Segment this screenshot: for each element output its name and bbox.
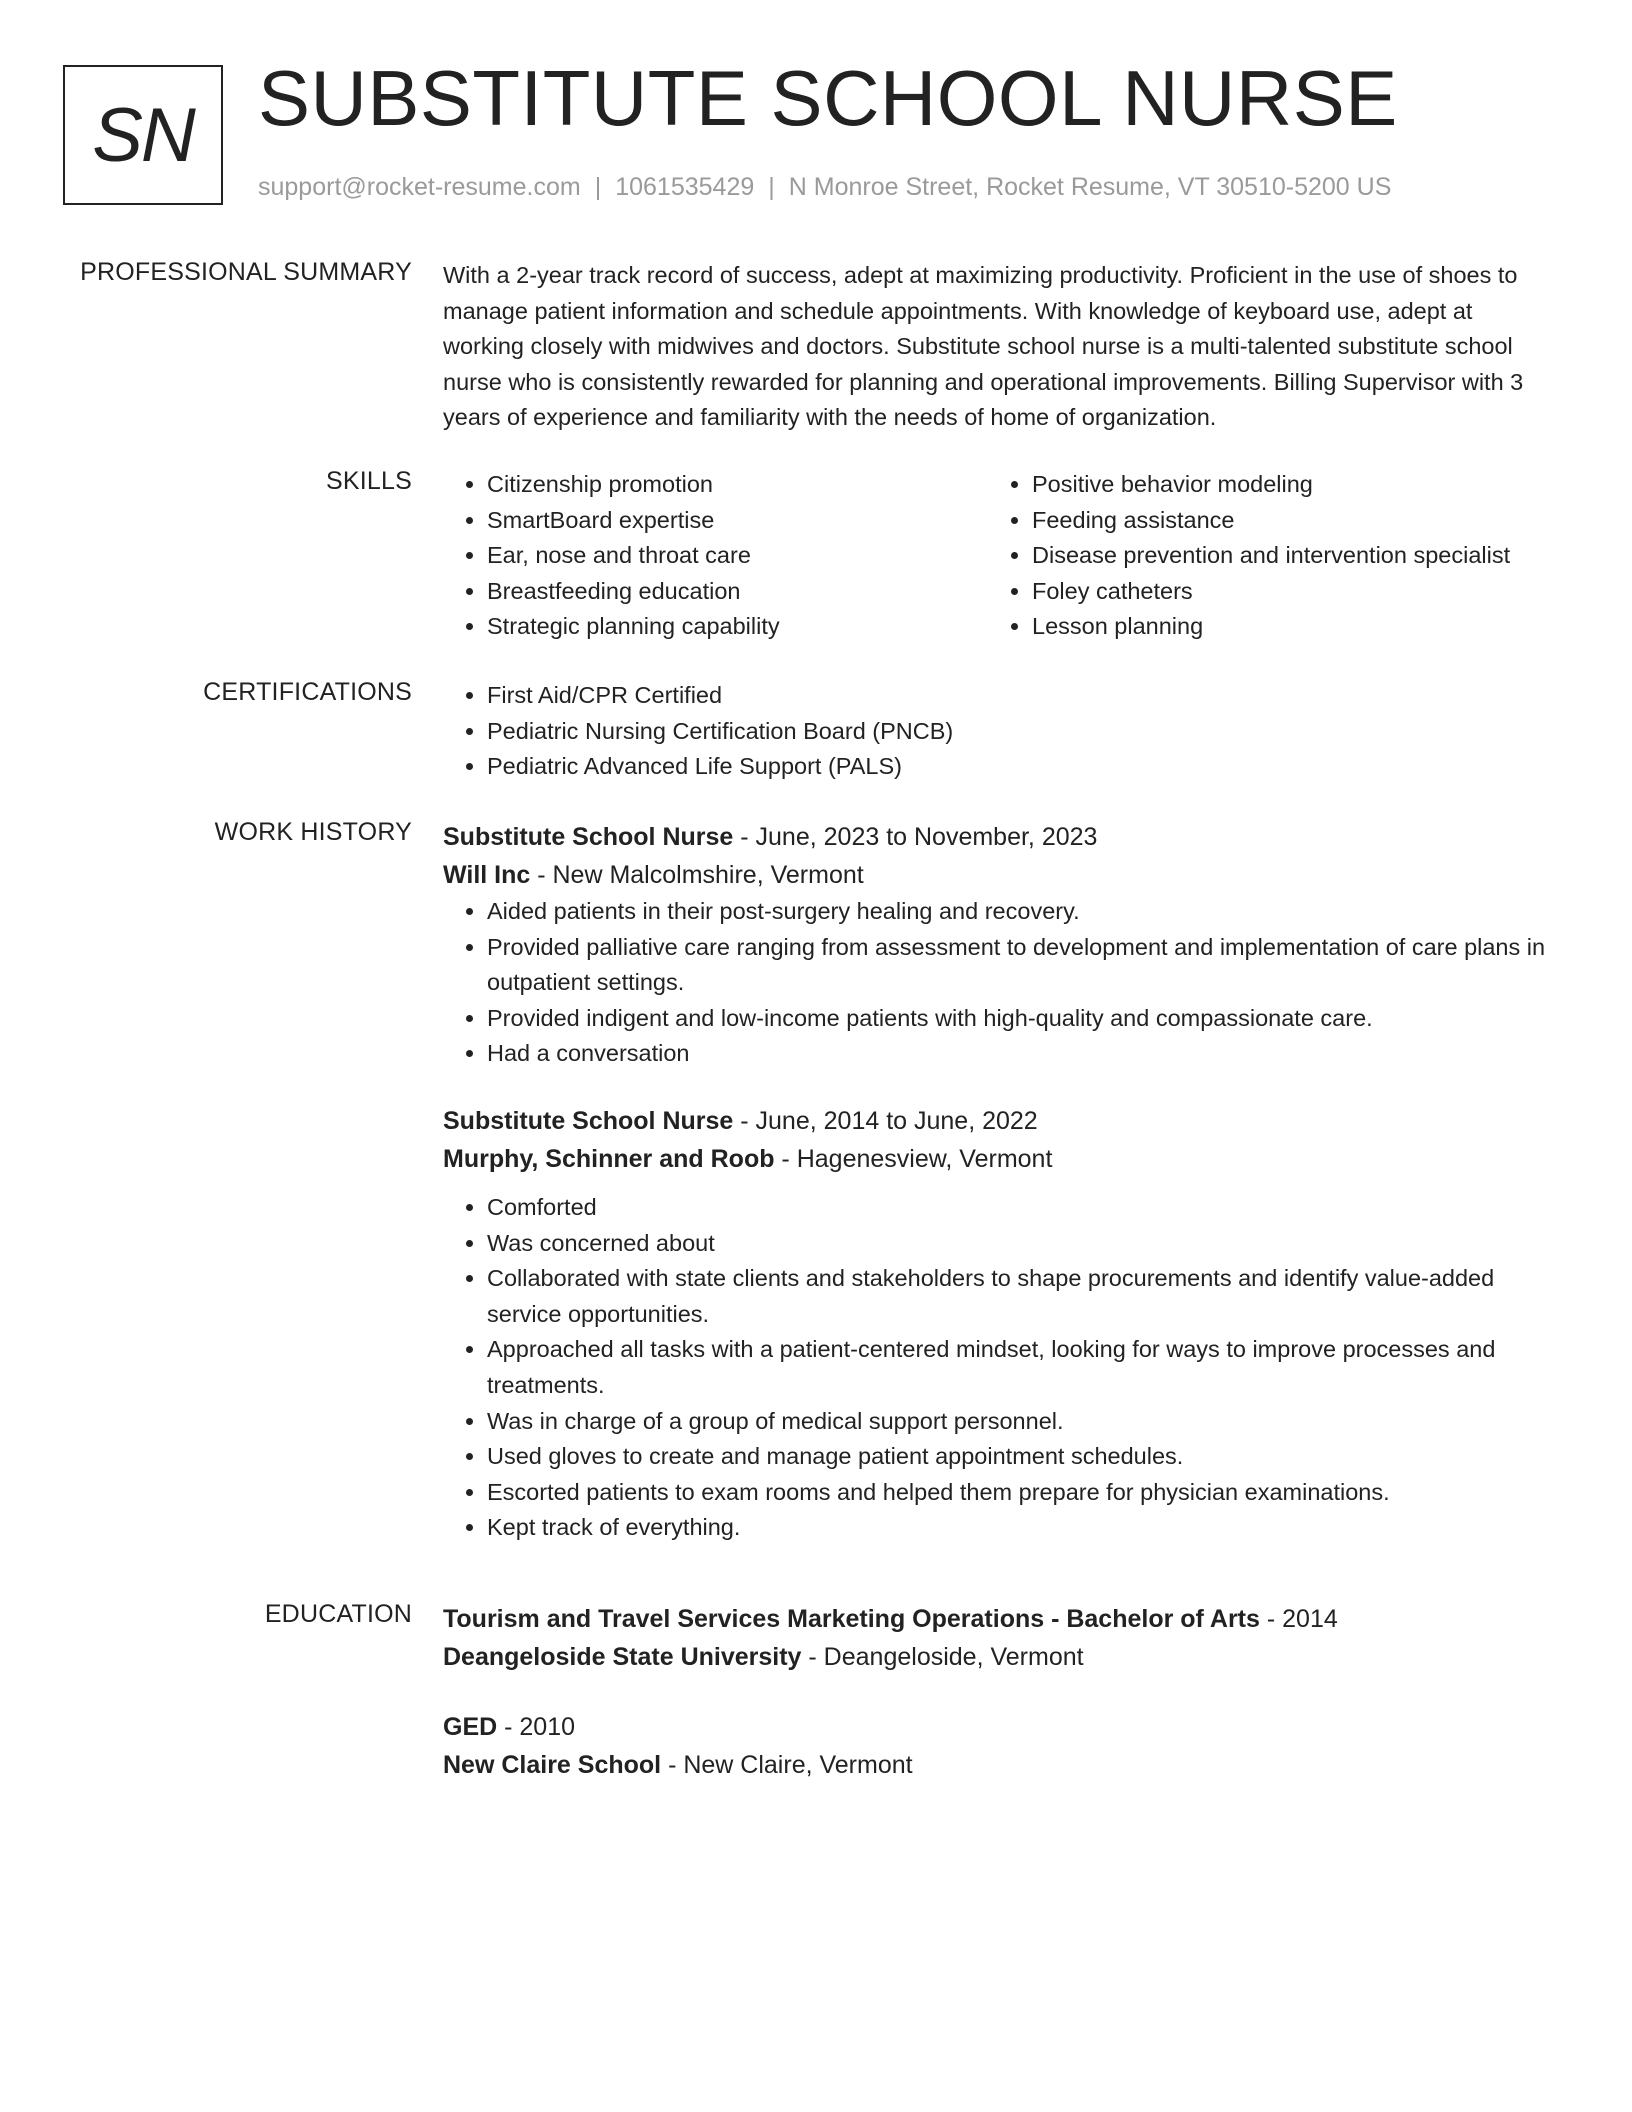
job-bullet: • Escorted patients to exam rooms and helped them prepare for physician examinations. — [487, 1475, 1553, 1511]
job-location: - Hagenesview, Vermont — [774, 1144, 1053, 1173]
job-title-line — [443, 1102, 1553, 1140]
section-label-work-history: WORK HISTORY — [214, 818, 412, 846]
job-title: Substitute School Nurse — [443, 1106, 734, 1135]
job-bullet: • Used gloves to create and manage patient appointment schedules. — [487, 1439, 1553, 1475]
job-location: - New Malcolmshire, Vermont — [530, 861, 864, 889]
skill-item: • Strategic planning capability — [487, 609, 988, 645]
contact-line — [258, 173, 1391, 202]
job-org-line — [443, 1140, 1553, 1178]
job-bullet: • Kept track of everything. — [487, 1510, 1553, 1546]
summary-text: With a 2-year track record of success, adept at maximizing productivity. Proficient in the use of shoes to manage patient information and schedule appointments. With knowledge of keyboard use, adept at working closely with midwives and doctors. Substitute school nurse is a multi-talented substitute school nurse who is consistently rewarded for planning and operational improvements. Billing Supervisor with 3 years of experience and familiarity with the needs of home of organization. — [443, 262, 1524, 431]
job-company: Will Inc — [443, 861, 531, 889]
skills-list-right — [988, 467, 1553, 645]
job-bullet: • Had a conversation — [487, 1036, 1553, 1072]
job-bullets — [443, 1190, 1553, 1546]
education-degree: Tourism and Travel Services Marketing Operations - Bachelor of Arts — [443, 1605, 1260, 1633]
job-entry — [443, 818, 1553, 1072]
skill-item: • Feeding assistance — [1032, 503, 1553, 539]
job-bullet: • Comforted — [487, 1190, 1553, 1226]
section-label-education: EDUCATION — [264, 1600, 412, 1628]
skill-item: • Lesson planning — [1032, 609, 1553, 645]
skill-item: • Ear, nose and throat care — [487, 538, 988, 574]
skills-list-left — [443, 467, 988, 645]
job-dates: - June, 2014 to June, 2022 — [733, 1106, 1038, 1135]
skill-item: • Foley catheters — [1032, 574, 1553, 610]
skills-body — [443, 467, 1553, 645]
skill-item: • SmartBoard expertise — [487, 503, 988, 539]
education-year: - 2010 — [497, 1713, 576, 1741]
job-bullet: • Aided patients in their post-surgery healing and recovery. — [487, 894, 1553, 930]
job-bullet: • Collaborated with state clients and stakeholders to shape procurements and identify value-added service opportunities. — [487, 1261, 1553, 1332]
work-history-body — [443, 818, 1553, 1546]
education-degree-line — [443, 1708, 1553, 1746]
education-year: - 2014 — [1259, 1605, 1338, 1633]
education-school-line — [443, 1746, 1553, 1784]
education-school: Deangeloside State University — [443, 1643, 802, 1671]
section-label-skills: SKILLS — [326, 467, 412, 495]
job-company: Murphy, Schinner and Roob — [443, 1144, 775, 1173]
contact-address: N Monroe Street, Rocket Resume, VT 30510-5200 US — [788, 173, 1392, 201]
job-dates: - June, 2023 to November, 2023 — [733, 823, 1098, 851]
monogram-logo — [63, 65, 223, 205]
certification-item: • Pediatric Nursing Certification Board (PNCB) — [487, 714, 1553, 750]
job-bullet: • Provided indigent and low-income patients with high-quality and compassionate care. — [487, 1001, 1553, 1037]
page-title: SUBSTITUTE SCHOOL NURSE — [258, 54, 1398, 142]
certifications-list — [443, 678, 1553, 785]
job-bullet: • Was in charge of a group of medical support personnel. — [487, 1404, 1553, 1440]
certifications-body — [443, 678, 1553, 785]
education-entry — [443, 1600, 1553, 1676]
monogram-initials: SN — [92, 92, 194, 178]
contact-separator: | — [768, 173, 775, 201]
contact-email: support@rocket-resume.com — [258, 173, 581, 201]
section-label-certifications: CERTIFICATIONS — [203, 678, 412, 706]
skill-item: • Citizenship promotion — [487, 467, 988, 503]
job-bullets — [443, 894, 1553, 1072]
job-title-line — [443, 818, 1553, 856]
education-degree: GED — [443, 1713, 498, 1741]
contact-separator: | — [594, 173, 602, 201]
skill-item: • Disease prevention and intervention specialist — [1032, 538, 1553, 574]
skill-item: • Positive behavior modeling — [1032, 467, 1553, 503]
education-school: New Claire School — [443, 1751, 662, 1779]
education-body — [443, 1600, 1553, 1784]
job-bullet: • Was concerned about — [487, 1226, 1553, 1262]
summary-body — [443, 258, 1553, 436]
education-school-line — [443, 1638, 1553, 1676]
job-entry — [443, 1102, 1553, 1546]
certification-item: • First Aid/CPR Certified — [487, 678, 1553, 714]
education-degree-line — [443, 1600, 1553, 1638]
job-bullet: • Approached all tasks with a patient-centered mindset, looking for ways to improve processes and treatments. — [487, 1332, 1553, 1403]
certification-item: • Pediatric Advanced Life Support (PALS) — [487, 749, 1553, 785]
job-title: Substitute School Nurse — [443, 823, 734, 851]
skills-grid — [443, 467, 1553, 645]
skill-item: • Breastfeeding education — [487, 574, 988, 610]
education-location: - Deangeloside, Vermont — [801, 1643, 1084, 1671]
education-entry — [443, 1708, 1553, 1784]
job-bullet: • Provided palliative care ranging from assessment to development and implementation of care plans in outpatient settings. — [487, 930, 1553, 1001]
contact-phone: 1061535429 — [615, 173, 755, 201]
education-location: - New Claire, Vermont — [661, 1751, 913, 1779]
section-label-summary: PROFESSIONAL SUMMARY — [80, 258, 412, 286]
job-org-line — [443, 856, 1553, 894]
